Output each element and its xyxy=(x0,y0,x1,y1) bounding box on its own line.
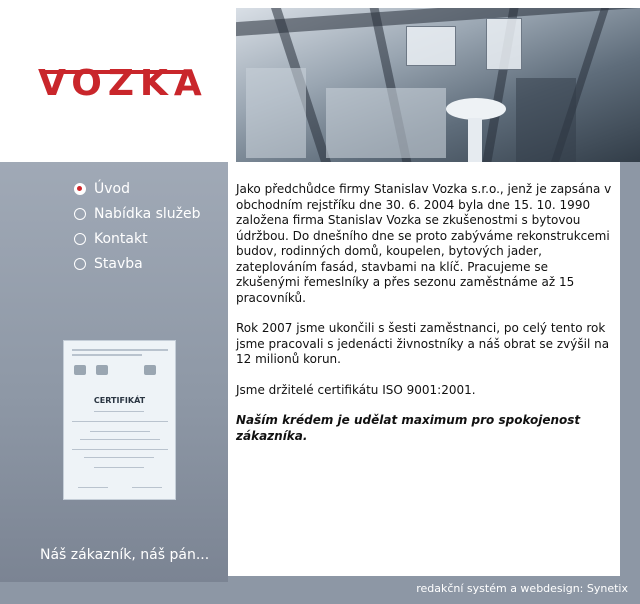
nav-item-uvod[interactable] xyxy=(74,176,201,201)
nav-item-nabidka-sluzeb[interactable] xyxy=(74,201,201,226)
radio-icon xyxy=(74,233,86,245)
certificate-image[interactable] xyxy=(63,340,176,500)
motto: Naším krédem je udělat maximum pro spokojenost zákazníka. xyxy=(236,413,581,443)
header-photo xyxy=(236,8,640,162)
nav-item-kontakt[interactable] xyxy=(74,226,201,251)
footer-credit[interactable]: redakční systém a webdesign: Synetix xyxy=(416,582,628,595)
nav-item-stavba[interactable] xyxy=(74,251,201,276)
nav-item-label: Stavba xyxy=(94,255,143,272)
radio-icon xyxy=(74,258,86,270)
main-content xyxy=(228,162,620,576)
intro-paragraph: Jako předchůdce firmy Stanislav Vozka s.r.o., jenž je zapsána v obchodním rejstříku dne 30. 6. 2004 byla dne 15. 10. 1990 založena firma Stanislav Vozka se zkušenostmi s bytovou údržbou. Do dnešního dne se proto zabýváme rekonstrukcemi budov, rodinných domů, koupelen, bytových jader, zateplováním fasád, stavbami na klíč. Pracujeme se zkušenými řemeslníky a přes sezonu zaměstnáme až 15 pracovníků. xyxy=(236,182,612,305)
header-gap xyxy=(228,0,236,162)
header-spacer xyxy=(228,0,640,8)
stats-paragraph: Rok 2007 jsme ukončili s šesti zaměstnanci, po celý tento rok jsme pracovali s jedenácti živnostníky a náš obrat se zvýšil na 12 milionů korun. xyxy=(236,321,610,366)
radio-icon xyxy=(74,208,86,220)
radio-selected-icon xyxy=(74,183,86,195)
main-nav xyxy=(74,176,201,276)
nav-item-label: Nabídka služeb xyxy=(94,205,201,222)
certificate-title: CERTIFIKÁT xyxy=(93,396,146,405)
nav-item-label: Kontakt xyxy=(94,230,148,247)
slogan: Náš zákazník, náš pán... xyxy=(40,547,210,563)
site-logo[interactable]: VOZKA xyxy=(38,63,208,104)
certification-paragraph: Jsme držitelé certifikátu ISO 9001:2001. xyxy=(236,382,476,397)
logo-area xyxy=(0,0,228,162)
nav-item-label: Úvod xyxy=(94,180,130,197)
